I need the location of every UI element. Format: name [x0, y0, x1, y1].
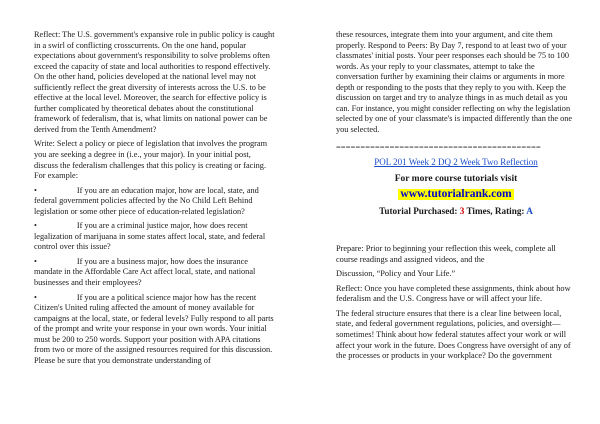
bullet-dot: •: [34, 292, 37, 302]
more-tutorials-text: For more course tutorials visit: [394, 173, 518, 184]
write-paragraph: Write: Select a policy or piece of legislation that involves the program you are seeking a degree in (i.e., your major). In your initial post, discuss the federalism challenges that this policy is creating or facing. For example:: [34, 139, 268, 181]
reflect2-paragraph: Reflect: Once you have completed these assignments, think about how federalism and the U.S. Congress have or will affect your life.: [336, 283, 571, 304]
federal-paragraph: The federal structure ensures that there is a clear line between local, state, and federal government regulations, policies, and oversight—sometimes! Think about how federal statutes affect your work or will affect your work in the future. Does Congress have oversight of any of the processes or products in your workplace? Do the government: [336, 308, 571, 361]
purchased-label: Tutorial Purchased:: [379, 205, 460, 216]
separator-line: ==========================================: [336, 143, 541, 153]
reflect-paragraph: Reflect: The U.S. government's expansive role in public policy is caught in a swirl of conflicting crosscurrents. On the one hand, popular expectations about government's responsibility to solve problems often exceed the capacity of state and local authorities to respond effectively. On the other hand, policies developed at the national level may not sufficiently reflect the great diversity of interests across the U.S. to be effective at the local level. Moreover, the search for effective policy is further complicated by theoretical debates about the constitutional framework of federalism, that is, what limits on national power can be derived from the Tenth Amendment?: [34, 30, 275, 134]
bullet-first-line: If you are a political science major how has the recent: [76, 292, 257, 302]
bullet-item: [34, 221, 276, 253]
discussion-paragraph: Discussion, “Policy and Your Life.”: [336, 269, 456, 279]
rating-value: A: [526, 205, 533, 216]
continued-paragraph: these resources, integrate them into your argument, and cite them properly. Respond to Peers: By Day 7, respond to at least two of your classmates' initial posts. Your peer responses each should be 75 to 100 words. As your reply to your classmates, attempt to take the conversation further by examining their claims or arguments in more depth or responding to the posts that they reply to you with. Keep the discussion on target and try to analyze things in as much detail as you can. For instance, you might consider reflecting on why the legislation selected by one of your classmate's is impacted differently than the one you selected.: [336, 30, 573, 134]
bullet-item: [34, 293, 276, 367]
bullet-rest: legalization of marijuana in some states affect local, state, and federal control over this issue?: [34, 231, 266, 252]
bullet-first-line: If you are a business major, how does the insurance: [76, 256, 248, 266]
tutorial-title-text[interactable]: POL 201 Week 2 DQ 2 Week Two Reflection: [374, 157, 538, 168]
bullet-item: [34, 186, 276, 218]
bullet-dot: •: [34, 185, 37, 195]
bullet-rest: federal government policies affected by the No Child Left Behind legislation or some other piece of education-related legislation?: [34, 196, 253, 216]
rating-label: Times, Rating:: [464, 205, 527, 216]
bullet-first-line: If you are an education major, how are local, state, and: [76, 185, 259, 195]
bullet-dot: •: [34, 221, 37, 231]
bullet-rest: Citizen's United ruling affected the amount of money available for campaigns at the local, state, or federal levels? Fully respond to all parts of the prompt and write your response in your own words. Your initial must be 200 to 250 words. Support your position with APA citations from two or more of the assigned resources required for this discussion. Please be sure that you demonstrate understanding of: [34, 303, 274, 365]
bullet-first-line: If you are a criminal justice major, how does recent: [76, 221, 248, 231]
site-link[interactable]: www.tutorialrank.com: [400, 188, 512, 201]
bullet-item: [34, 257, 276, 289]
bullet-dot: •: [34, 256, 37, 266]
bullet-rest: mandate in the Affordable Care Act affect local, state, and national businesses and their employees?: [34, 267, 256, 288]
left-column: [34, 30, 276, 370]
purchase-stats: [336, 206, 576, 217]
purchased-count: 3: [459, 205, 465, 216]
tutorial-title-link[interactable]: [336, 157, 576, 168]
right-column: [336, 30, 576, 366]
prepare-paragraph: Prepare: Prior to beginning your reflection this week, complete all course readings and assigned videos, and the: [336, 244, 556, 264]
